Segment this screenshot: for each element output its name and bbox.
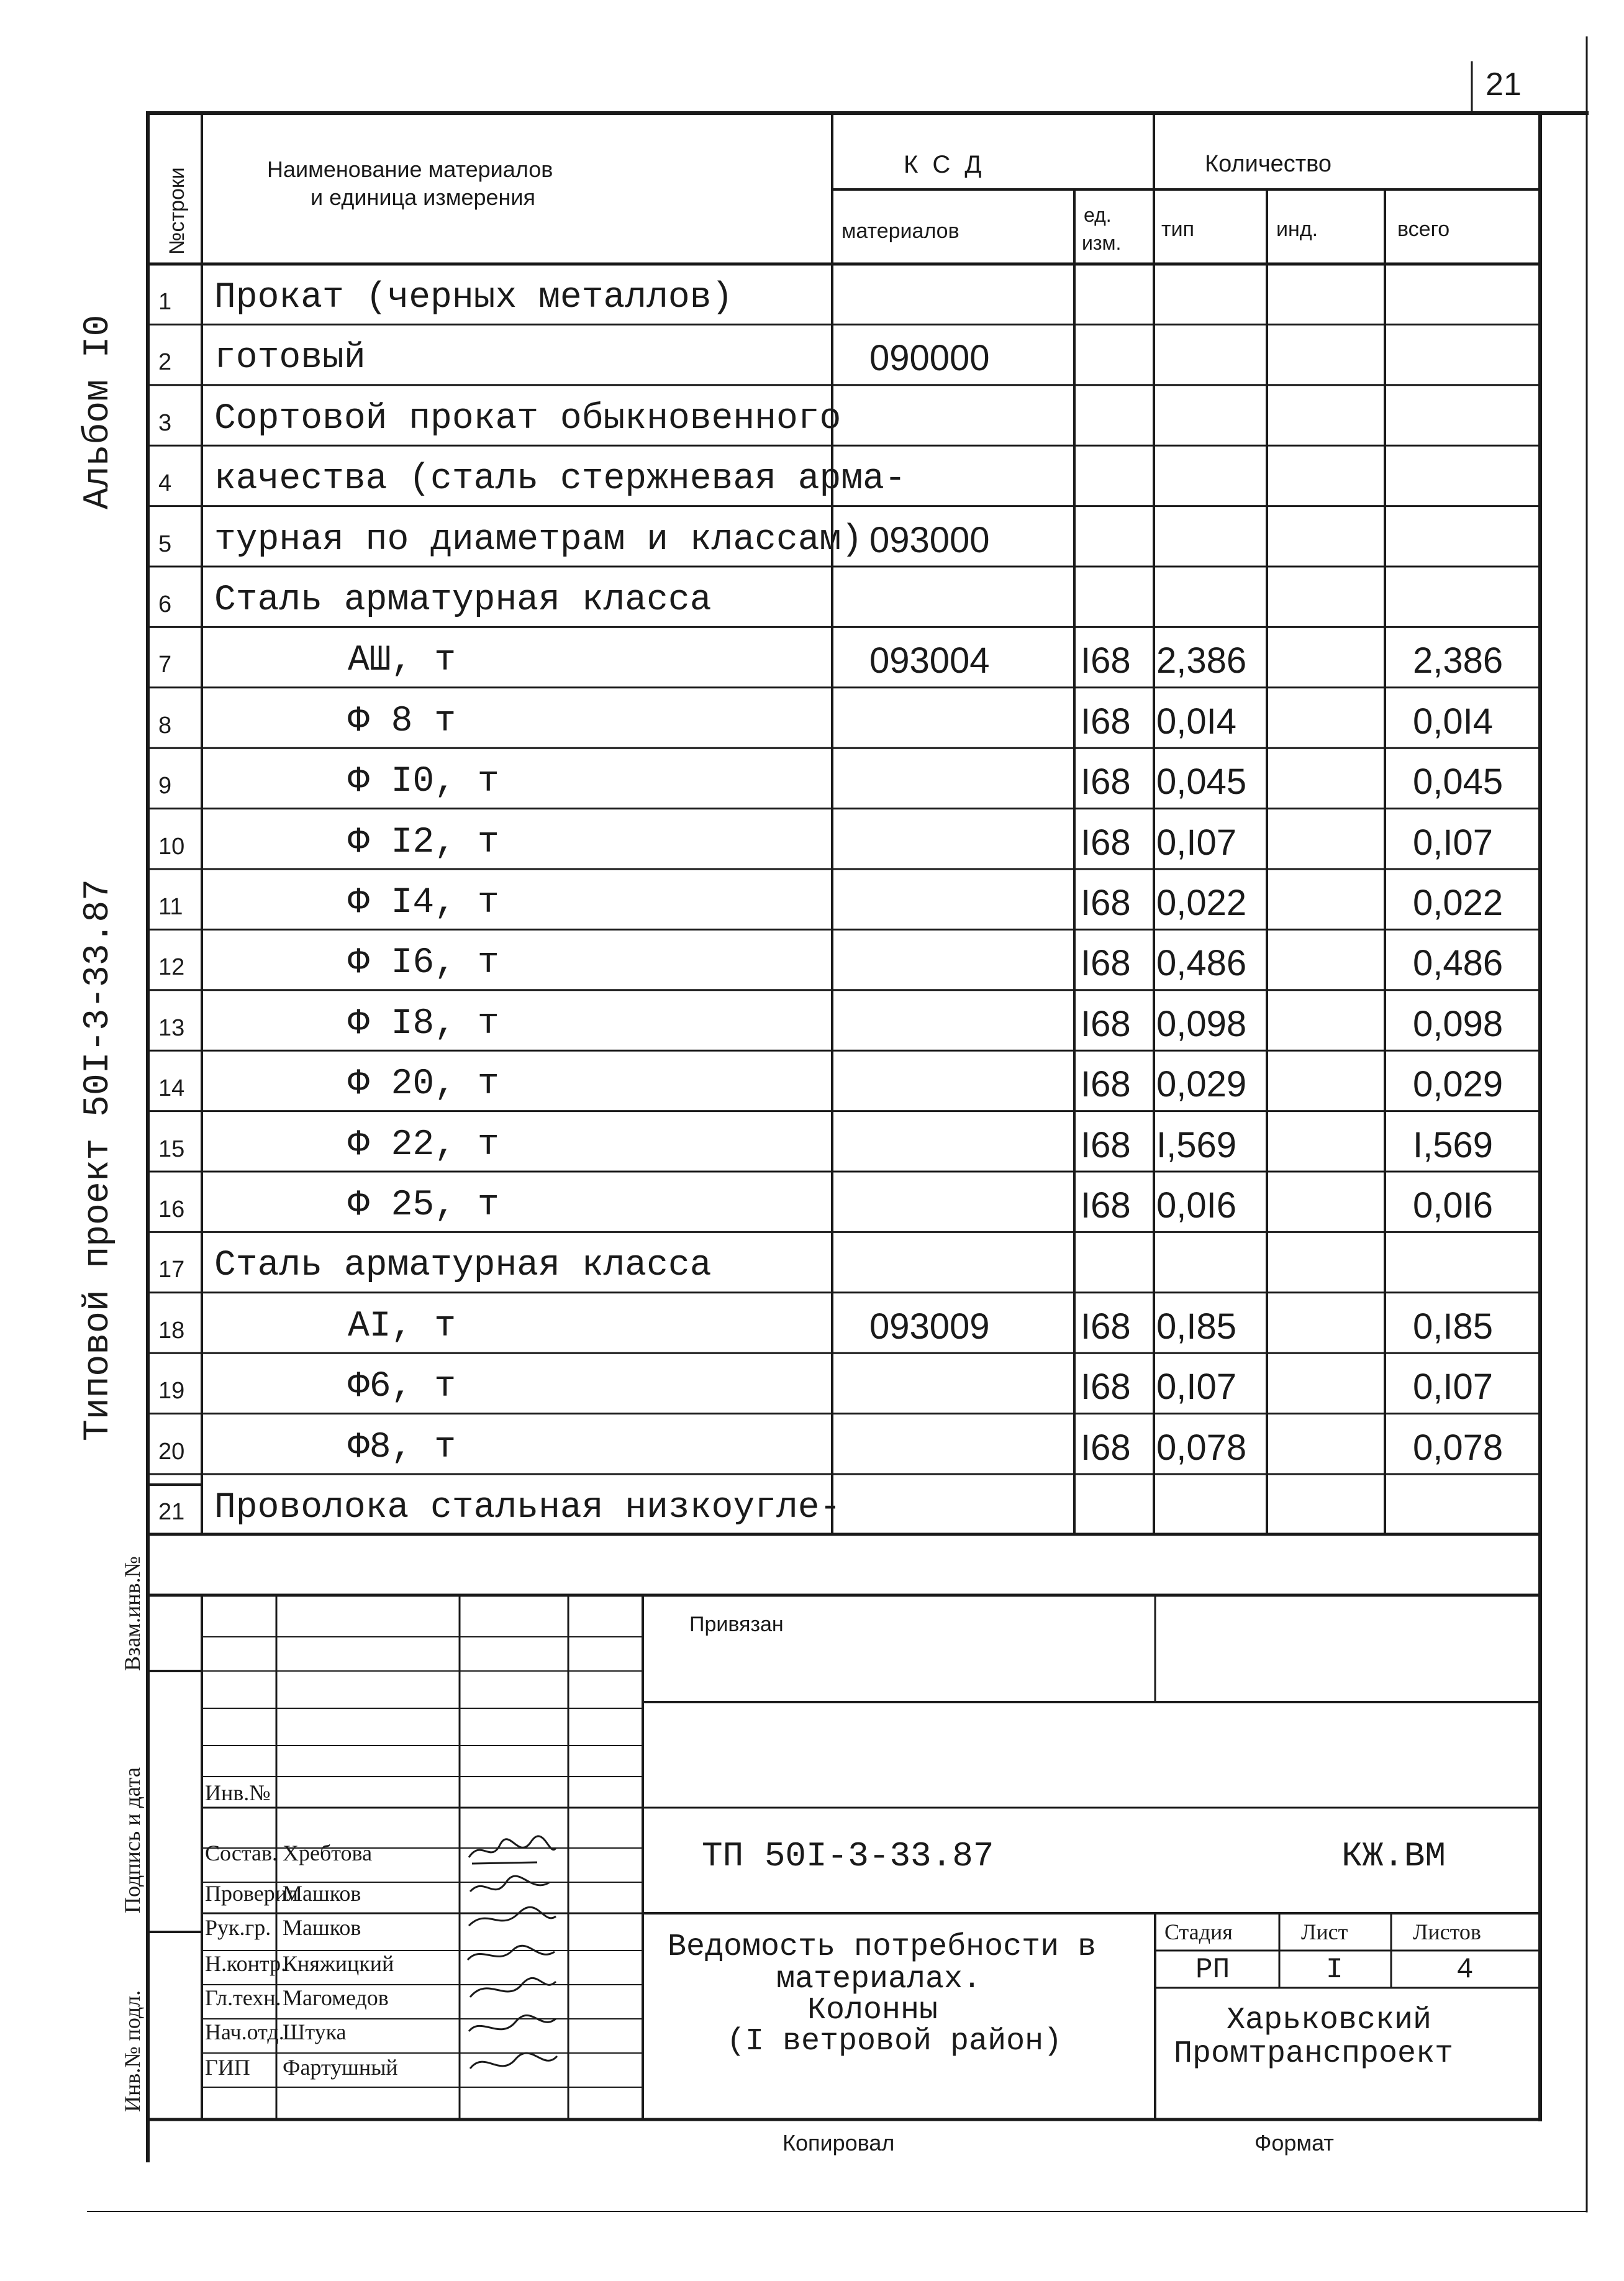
stage-label: Стадия [1164, 1919, 1233, 1944]
row-material-name: турная по диаметрам и классам) [214, 519, 863, 560]
row-material-name: Ф I4, т [348, 883, 499, 923]
staff-role: Состав. [205, 1841, 278, 1865]
row-unit: I68 [1081, 1367, 1131, 1408]
staff-name: Фартушный [283, 2055, 398, 2080]
row-number: 7 [158, 652, 172, 678]
footer-format: Формат [1254, 2130, 1334, 2156]
row-qty-type: 0,045 [1156, 762, 1247, 803]
row-ksd-code: 090000 [869, 338, 990, 379]
row-qty-total: 0,029 [1413, 1064, 1504, 1105]
header-materials: материалов [841, 219, 959, 243]
staff-name: Машков [283, 1915, 361, 1940]
staff-name: Магомедов [283, 1985, 389, 2010]
row-qty-total: 0,486 [1413, 943, 1504, 984]
row-material-name: Ф I6, т [348, 943, 499, 984]
row-number: 3 [158, 409, 172, 436]
staff-name: Штука [283, 2019, 347, 2044]
title-line3: Колонны [807, 1993, 938, 2028]
row-unit: I68 [1081, 1003, 1131, 1044]
row-number: 19 [158, 1378, 185, 1405]
title-line2: материалах. [776, 1962, 982, 1997]
row-qty-type: 0,078 [1156, 1427, 1247, 1468]
row-number: 14 [158, 1075, 185, 1102]
row-number: 11 [158, 894, 183, 920]
page-number: 21 [1486, 66, 1522, 102]
row-qty-total: 0,I07 [1413, 822, 1493, 863]
row-material-name: готовый [214, 338, 366, 379]
row-qty-type: 0,486 [1156, 943, 1247, 984]
row-material-name: Ф 22, т [348, 1124, 499, 1165]
row-unit: I68 [1081, 1185, 1131, 1226]
row-material-name: Ф I0, т [348, 762, 499, 803]
row-material-name: Ф I8, т [348, 1003, 499, 1044]
row-number: 9 [158, 773, 172, 799]
footer-copied: Копировал [783, 2130, 895, 2156]
staff-role: Гл.техн. [205, 1985, 281, 2010]
row-unit: I68 [1081, 701, 1131, 742]
row-qty-total: 0,045 [1413, 762, 1504, 803]
header-unit-line2: изм. [1082, 232, 1122, 254]
sheet-label: Лист [1301, 1919, 1348, 1944]
row-material-name: АШ, т [348, 640, 456, 681]
staff-name: Машков [283, 1881, 361, 1906]
row-unit: I68 [1081, 1064, 1131, 1105]
inv-no-label: Инв.№ [205, 1780, 271, 1805]
row-number: 16 [158, 1196, 185, 1222]
row-qty-type: 2,386 [1156, 640, 1247, 681]
row-material-name: Ф 20, т [348, 1064, 499, 1105]
row-qty-total: 0,022 [1413, 883, 1504, 923]
org-line1: Харьковский [1227, 2003, 1432, 2038]
title-line4: (I ветровой район) [727, 2024, 1063, 2059]
row-qty-total: 0,078 [1413, 1427, 1504, 1468]
row-material-name: Ф I2, т [348, 822, 499, 863]
row-qty-type: 0,0I6 [1156, 1185, 1236, 1226]
row-material-name: Ф 25, т [348, 1185, 499, 1226]
row-material-name: Сортовой прокат обыкновенного [214, 398, 841, 439]
row-qty-type: 0,098 [1156, 1003, 1247, 1044]
row-material-name: Сталь арматурная класса [214, 580, 712, 621]
header-row-number: №строки [165, 167, 189, 255]
row-unit: I68 [1081, 762, 1131, 803]
staff-name: Княжицкий [283, 1951, 394, 1976]
row-unit: I68 [1081, 1306, 1131, 1347]
row-unit: I68 [1081, 1427, 1131, 1468]
row-number: 5 [158, 530, 172, 557]
side-project: Типовой проект 50I-3-33.87 [78, 879, 119, 1441]
header-type: тип [1161, 217, 1194, 241]
side-podpis: Подпись и дата [120, 1767, 145, 1913]
row-material-name: Прокат (черных металлов) [214, 278, 733, 318]
handwritten-signatures [463, 1833, 562, 2118]
row-material-name: Сталь арматурная класса [214, 1245, 712, 1286]
org-line2: Промтранспроект [1174, 2036, 1454, 2072]
staff-role: Н.контр. [205, 1951, 287, 1976]
row-unit: I68 [1081, 640, 1131, 681]
row-number: 1 [158, 289, 172, 315]
row-qty-type: 0,I85 [1156, 1306, 1236, 1347]
header-ind: инд. [1276, 217, 1318, 241]
header-unit-line1: ед. [1084, 204, 1112, 226]
row-number: 12 [158, 954, 185, 981]
stage-value: РП [1195, 1954, 1230, 1986]
header-quantity: Количество [1205, 151, 1332, 177]
row-qty-type: 0,022 [1156, 883, 1247, 923]
row-unit: I68 [1081, 1124, 1131, 1165]
row-number: 8 [158, 712, 172, 739]
header-name-line1: Наименование материалов [267, 157, 553, 182]
side-inv-podl: Инв.№ подл. [120, 1990, 145, 2112]
sheet-value: I [1326, 1954, 1343, 1986]
row-qty-type: 0,0I4 [1156, 701, 1236, 742]
row-material-name: АI, т [348, 1306, 456, 1347]
row-number: 21 [158, 1499, 185, 1525]
row-qty-total: I,569 [1413, 1124, 1493, 1165]
row-qty-total: 0,098 [1413, 1003, 1504, 1044]
sheets-label: Листов [1413, 1919, 1481, 1944]
row-qty-total: 0,I85 [1413, 1306, 1493, 1347]
row-ksd-code: 093004 [869, 640, 990, 681]
row-number: 4 [158, 470, 172, 497]
row-material-name: качества (сталь стержневая арма- [214, 459, 906, 500]
row-qty-total: 0,0I4 [1413, 701, 1493, 742]
header-ksd: К С Д [904, 151, 986, 178]
staff-role: Нач.отд. [205, 2019, 284, 2044]
sheets-value: 4 [1456, 1954, 1474, 1986]
row-number: 10 [158, 833, 185, 860]
row-qty-type: 0,029 [1156, 1064, 1247, 1105]
row-material-name: Проволока стальная низкоугле- [214, 1488, 841, 1528]
row-material-name: Ф6, т [348, 1367, 456, 1408]
row-number: 2 [158, 349, 172, 376]
staff-role: Проверил [205, 1881, 298, 1906]
row-qty-type: 0,I07 [1156, 1367, 1236, 1408]
row-number: 6 [158, 591, 172, 617]
row-unit: I68 [1081, 943, 1131, 984]
row-material-name: Ф8, т [348, 1427, 456, 1468]
row-number: 13 [158, 1014, 185, 1041]
row-number: 15 [158, 1136, 185, 1162]
header-name-line2: и единица измерения [311, 184, 536, 210]
row-number: 20 [158, 1438, 185, 1465]
staff-role: Рук.гр. [205, 1915, 271, 1940]
title-line1: Ведомость потребности в [668, 1929, 1097, 1965]
staff-role: ГИП [205, 2055, 250, 2080]
staff-name: Хребтова [283, 1841, 373, 1865]
row-qty-type: 0,I07 [1156, 822, 1236, 863]
side-vzam: Взам.инв.№ [120, 1556, 145, 1671]
row-qty-total: 0,0I6 [1413, 1185, 1493, 1226]
side-album: Альбом I0 [78, 314, 119, 509]
row-unit: I68 [1081, 822, 1131, 863]
privyazan-label: Привязан [689, 1613, 784, 1636]
doc-code: КЖ.ВМ [1341, 1836, 1446, 1876]
row-qty-type: I,569 [1156, 1124, 1236, 1165]
row-unit: I68 [1081, 883, 1131, 923]
row-number: 18 [158, 1317, 185, 1344]
row-qty-total: 2,386 [1413, 640, 1504, 681]
row-qty-total: 0,I07 [1413, 1367, 1493, 1408]
row-material-name: Ф 8 т [348, 701, 456, 742]
row-ksd-code: 093000 [869, 519, 990, 560]
row-number: 17 [158, 1257, 185, 1283]
row-ksd-code: 093009 [869, 1306, 990, 1347]
doc-number: ТП 50I-3-33.87 [702, 1836, 994, 1876]
header-total: всего [1397, 217, 1450, 241]
